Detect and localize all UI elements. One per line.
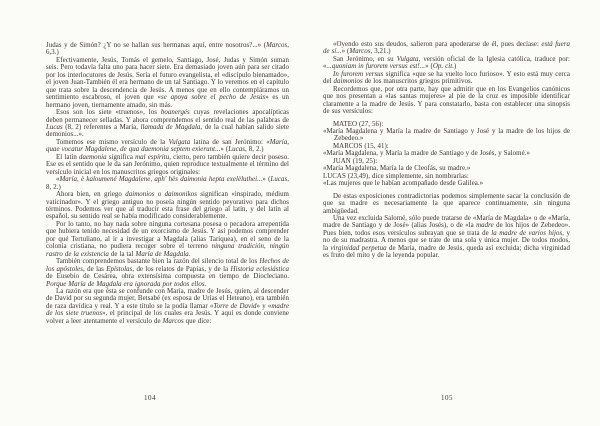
text-run: significan «inspirado, médium vaticinador». Y el griego antiguo no poseía ningún sentido peyorativo para dichos términos. Podemos ver que al traducir esta frase del griego al latín, y del latín al español, su sentido real se había modificado considerablemente. — [46, 191, 289, 221]
text-run: » ( — [425, 63, 433, 71]
italic-text-run: se apoya sobre el pecho de Jesús — [161, 94, 266, 102]
text-run: « — [56, 176, 60, 184]
page-number-right: 105 — [441, 394, 453, 402]
text-run: » ( — [220, 146, 229, 154]
paragraph — [323, 56, 570, 71]
italic-text-run: ninguna tradición, ningún rastro de la existencia — [46, 243, 290, 258]
text-run: Esos son los siete «truenos», los — [56, 109, 161, 117]
text-run: Ahora bien, en griego — [56, 191, 126, 199]
text-run: latina de san Jerónimo: « — [190, 138, 270, 146]
italic-text-run: daimonios o daimonikos — [125, 191, 197, 199]
italic-text-run: daemonia — [79, 153, 107, 161]
text-run: , 8, 2.) — [46, 176, 289, 191]
text-run: , de los relatos de Papías, y de la — [132, 265, 231, 273]
text-run: » ( — [262, 176, 271, 184]
italic-text-run: llamada de Magdala — [140, 123, 201, 131]
text-run: La razón era que ésta se confunde con María, madre de Jesús, quien, al descender de David por su segunda mujer, Betsabé (ex esposa de Urías el Heteano), era también de raza davídica y real. Y a este título se la podía llamar « — [46, 287, 289, 310]
text-run: JUAN (19, 25): — [333, 157, 378, 165]
italic-text-run: madre — [476, 222, 494, 230]
text-run: » es un hermano joven, tiernamente amado, sin más. — [46, 94, 289, 109]
italic-text-run: Torre de David — [213, 302, 257, 310]
text-run: de los manuscritos griegos primitivos. — [362, 78, 473, 86]
italic-text-run: Hechos de los apóstoles — [46, 258, 289, 273]
paragraph — [323, 165, 570, 172]
italic-text-run: Porque María de Magdala era ignorada por todos ellos. — [46, 280, 207, 288]
italic-text-run: ...quoniam in furorem versus est!... — [326, 63, 426, 71]
paragraph — [323, 41, 570, 56]
text-run: MARCOS (15, 41): — [333, 142, 389, 150]
paragraph — [323, 143, 570, 150]
text-run: , 3,21.) — [370, 48, 391, 56]
paragraph — [46, 258, 289, 288]
text-run: de Eusebio de Cesárea, obra extensísima compuesta en tiempo de Diocleciano. — [46, 273, 289, 281]
paragraph — [46, 154, 289, 176]
paragraph — [323, 128, 570, 143]
paragraph — [46, 109, 289, 139]
paragraph — [323, 215, 570, 260]
text-run: También comprendemos bastante bien la razón del silencio total de los — [56, 258, 260, 266]
text-run: , 6,3.) — [46, 42, 289, 57]
italic-text-run: Vulgata — [396, 55, 419, 63]
page-left-text-column — [46, 42, 289, 325]
paragraph — [46, 139, 289, 154]
text-run: MATEO (27, 56): — [333, 120, 384, 128]
page-right-text-column — [323, 41, 570, 260]
italic-text-run: Marcos — [162, 317, 184, 325]
italic-text-run: Lucas — [228, 146, 245, 154]
italic-text-run: Lucas — [46, 123, 63, 131]
paragraph — [46, 42, 289, 57]
text-run: cuyas revelaciones apocalípticas deben permanecer selladas. Y ahora comprendemos el sentido real de las palabras de — [46, 109, 290, 124]
text-run: de la tal — [108, 250, 136, 258]
italic-text-run: Marcos — [266, 42, 288, 49]
text-run: ) — [453, 63, 457, 71]
text-run: Una vez excluida Salomé, sólo puede tratarse de «María de Magdala» o de «María, madre de Santiago y de José» (alias Josés), o de «la — [323, 214, 570, 230]
italic-text-run: In furorem versus — [333, 70, 384, 78]
italic-text-run: Marcos — [349, 48, 371, 56]
italic-text-run: Historia eclesiástica — [230, 265, 289, 273]
italic-text-run: Vulgata — [168, 138, 191, 146]
italic-text-run: Epístolas — [106, 265, 133, 273]
paragraph — [323, 71, 570, 86]
text-run: , de las — [83, 265, 107, 273]
paragraph — [323, 150, 570, 157]
italic-text-run: María de Magdala — [135, 250, 189, 258]
italic-text-run: Op. cit. — [432, 63, 454, 71]
text-run: significa — [106, 153, 136, 161]
text-run: San Jerónimo, en su — [333, 55, 397, 63]
italic-text-run: virginidad perpetua — [330, 244, 387, 252]
text-run: El latín — [56, 153, 80, 161]
italic-text-run: mal espíritu — [135, 153, 170, 161]
paragraph — [46, 221, 289, 258]
italic-text-run: la madre de varios hijos, — [491, 229, 564, 237]
page-number-left: 104 — [144, 394, 156, 402]
text-run: Judas y de Simón? ¿Y no se hallan sus hermanas aquí, entre nosotros?...» ( — [46, 42, 267, 49]
text-run: Por lo tanto, no hay nada sobre ninguna cortesana posesa o pecadora arrepentida que hubiera tenido necesidad de un exorcismo de Jesús. Y así podemos comprender por qué Tertuliano, al ir a investigar a Magdala (alias Tariquea), en el seno de la colonia cristiana, no pudiera recoger sobre el terreno — [46, 220, 289, 251]
paragraph — [46, 191, 289, 221]
text-run: . — [188, 250, 191, 258]
italic-text-run: boanergés — [160, 109, 190, 117]
text-run: de María, madre de Jesús, queda así excluida; dicha virginidad es fruto del mito y de la leyenda popular. — [323, 244, 570, 260]
text-run: de los hijos de Zebedeo». Pues bien, todos esos versículos subrayan que se trata de — [323, 222, 570, 237]
paragraph — [323, 121, 570, 128]
paragraph — [46, 288, 289, 325]
italic-text-run: María, quae vocatur Magdalene, de qua daemonia septem exierunt... — [46, 138, 289, 154]
text-run: » ( — [341, 48, 350, 56]
text-run: , 8, 2.) — [244, 146, 264, 154]
paragraph — [323, 158, 570, 165]
text-run: «María Magdalena y María la madre de Santiago y José y la madre de los hijos de Zebedeo.» — [323, 127, 570, 143]
italic-text-run: madre de los siete truenos — [46, 302, 290, 318]
text-run: , cierto, pero también quiere decir poseso. Ese es el sentido que le da san Jerónimo, quien reproduce textualmente el término del versículo inicial en los manuscritos griegos originales: — [46, 153, 289, 176]
text-run: (8, 2) referentes a María, — [62, 123, 141, 131]
italic-text-run: María, è kaloumené Magdalene, aph' hès daimonia hepta exelèluthei... — [59, 176, 263, 184]
paragraph — [46, 57, 289, 109]
text-run: Tomemos ese mismo versículo de la — [56, 138, 169, 146]
text-run: LUCAS (23,49), dice simplemente, sin nombrarlas: — [323, 172, 469, 180]
text-run: «María Magdalena, y María la madre de Santiago y de Josés, y Salomé.» — [323, 150, 530, 158]
text-run: «Oyendo esto sus deudos, salieron para apoderarse de él, pues decíase: — [333, 41, 542, 48]
text-run: » y « — [256, 302, 272, 310]
text-run: «María Magdalena, María la de Cleofás, su madre.» — [323, 165, 471, 173]
text-run: Efectivamente, Jesús, Tomás el gemelo, Santiago, José, Judas y Simón suman seis. Pero todavía falta uno para hacer siete. Era demasiado joven aún para ser citado por los interlocutores de Jesús. Sería el futuro evangelista, el «discípulo bienamado», el joven Juan-También él era hermano de un tal Santiago. Y lo veremos en el capítulo que trata sobre la descendencia de Jesús. A menos que en ello contempláramos un sentimiento escabroso, el joven que « — [46, 56, 289, 102]
text-run: significa «que se ha vuelto loco furioso». Y esto está muy cerca del — [323, 70, 570, 86]
paragraph — [323, 86, 570, 116]
text-run: , versión oficial de la Iglesia católica, traduce por: « — [323, 55, 570, 71]
text-run: Recordemos que, por otra parte, hay que admitir que en los Evangelios canónicos que nos presentan a «las santas mujeres» al pie de la cruz es imposible identificar claramente a la madre de Jesús. Y para constatarlo, basta con establecer una sinopsis de sus versículos: — [323, 85, 570, 116]
paragraph — [323, 180, 570, 187]
text-run: que dice: — [183, 317, 212, 325]
paragraph — [46, 176, 289, 191]
text-run: y no de su madrastra. A menos que se trate de una sola y única mujer. De todos modos, la — [323, 229, 570, 252]
text-run: De estas exposiciones contradictorias podemos simplemente sacar la conclusión de que su madre es necesariamente la que aparece continuamente, sin ninguna ambigüedad. — [323, 192, 570, 215]
text-run: , de la cual habían salido siete demonios...». — [46, 123, 289, 139]
italic-text-run: daimonios — [333, 78, 363, 86]
italic-text-run: Lucas — [270, 176, 288, 184]
text-run: », el principal de los cuales era Jesús. Y aquí es donde conviene volver a leer atentamente el versículo de — [46, 310, 289, 325]
text-run: «Las mujeres que le habían acompañado desde Galilea.» — [323, 180, 484, 188]
italic-text-run: está fuera de sí... — [323, 41, 570, 56]
paragraph — [323, 193, 570, 215]
paragraph — [323, 173, 570, 180]
